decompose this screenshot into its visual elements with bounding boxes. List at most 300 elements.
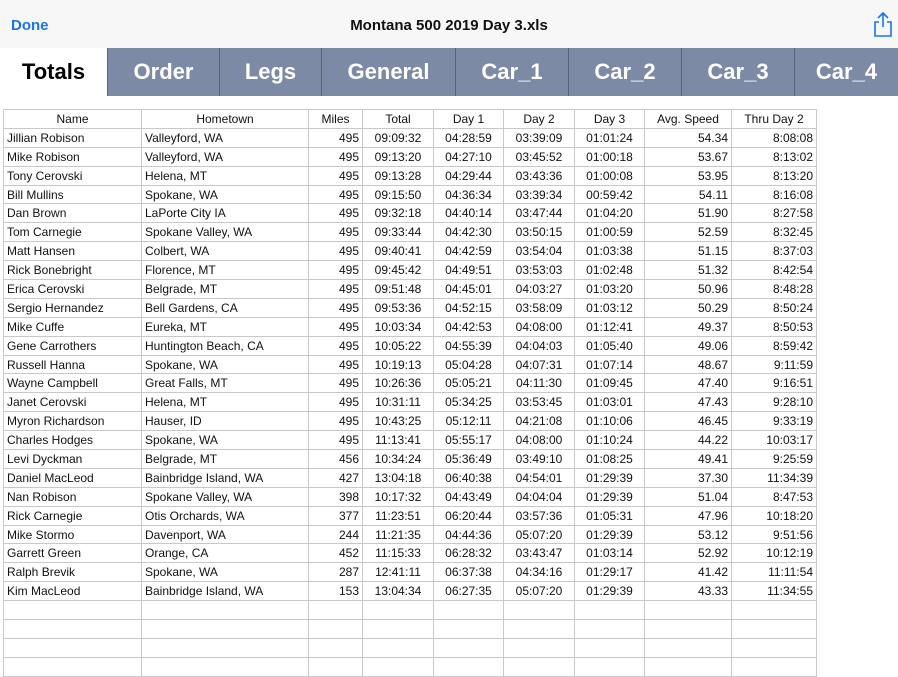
table-cell[interactable]: 495 (309, 204, 363, 223)
table-cell[interactable]: 53.67 (645, 147, 732, 166)
table-cell[interactable]: Janet Cerovski (4, 393, 142, 412)
table-row[interactable] (4, 261, 817, 280)
tab-legs[interactable]: Legs (219, 48, 321, 96)
table-cell[interactable]: 8:50:53 (732, 317, 817, 336)
table-cell[interactable]: 9:33:19 (732, 412, 817, 431)
table-cell[interactable]: 01:10:06 (575, 412, 645, 431)
table-cell[interactable]: 13:04:34 (363, 582, 434, 601)
table-cell[interactable]: 456 (309, 450, 363, 469)
table-cell[interactable]: 11:15:33 (363, 544, 434, 563)
table-row[interactable] (4, 582, 817, 601)
table-cell[interactable]: Helena, MT (142, 166, 309, 185)
table-cell[interactable]: 46.45 (645, 412, 732, 431)
table-cell[interactable]: 10:05:22 (363, 336, 434, 355)
table-row[interactable] (4, 487, 817, 506)
table-cell[interactable]: 52.92 (645, 544, 732, 563)
tab-car-2[interactable]: Car_2 (568, 48, 681, 96)
empty-cell[interactable] (363, 601, 434, 620)
table-cell[interactable]: 47.96 (645, 506, 732, 525)
table-cell[interactable]: Sergio Hernandez (4, 298, 142, 317)
table-cell[interactable]: 04:04:03 (504, 336, 575, 355)
table-cell[interactable]: 03:53:45 (504, 393, 575, 412)
table-cell[interactable]: 01:05:40 (575, 336, 645, 355)
tab-order[interactable]: Order (107, 48, 219, 96)
table-cell[interactable]: Spokane, WA (142, 185, 309, 204)
table-cell[interactable]: 8:16:08 (732, 185, 817, 204)
table-cell[interactable]: 47.43 (645, 393, 732, 412)
table-row[interactable] (4, 336, 817, 355)
table-cell[interactable]: 01:29:17 (575, 563, 645, 582)
table-cell[interactable]: 10:12:19 (732, 544, 817, 563)
table-cell[interactable]: 495 (309, 393, 363, 412)
table-cell[interactable]: 04:11:30 (504, 374, 575, 393)
table-cell[interactable]: 05:34:25 (434, 393, 504, 412)
table-cell[interactable]: 03:50:15 (504, 223, 575, 242)
table-cell[interactable]: 01:10:24 (575, 431, 645, 450)
table-cell[interactable]: 01:07:14 (575, 355, 645, 374)
table-cell[interactable]: 10:03:34 (363, 317, 434, 336)
empty-cell[interactable] (4, 601, 142, 620)
table-cell[interactable]: 05:12:11 (434, 412, 504, 431)
table-cell[interactable]: 01:08:25 (575, 450, 645, 469)
table-cell[interactable]: 51.90 (645, 204, 732, 223)
table-cell[interactable]: 05:04:28 (434, 355, 504, 374)
table-cell[interactable]: 01:29:39 (575, 487, 645, 506)
column-header[interactable]: Avg. Speed (645, 110, 732, 129)
table-cell[interactable]: Hauser, ID (142, 412, 309, 431)
table-cell[interactable]: 04:52:15 (434, 298, 504, 317)
table-cell[interactable]: 05:07:20 (504, 525, 575, 544)
empty-cell[interactable] (434, 638, 504, 657)
table-cell[interactable]: Colbert, WA (142, 242, 309, 261)
table-cell[interactable]: 05:07:20 (504, 582, 575, 601)
table-cell[interactable]: Florence, MT (142, 261, 309, 280)
table-cell[interactable]: 03:43:36 (504, 166, 575, 185)
table-cell[interactable]: Mike Robison (4, 147, 142, 166)
empty-cell[interactable] (142, 657, 309, 676)
table-cell[interactable]: 01:29:39 (575, 468, 645, 487)
empty-cell[interactable] (575, 657, 645, 676)
table-cell[interactable]: 495 (309, 242, 363, 261)
table-cell[interactable]: 50.29 (645, 298, 732, 317)
table-cell[interactable]: 09:40:41 (363, 242, 434, 261)
table-cell[interactable]: 52.59 (645, 223, 732, 242)
table-cell[interactable]: 44.22 (645, 431, 732, 450)
table-cell[interactable]: 495 (309, 317, 363, 336)
table-cell[interactable]: Levi Dyckman (4, 450, 142, 469)
table-cell[interactable]: 04:27:10 (434, 147, 504, 166)
table-cell[interactable]: Tom Carnegie (4, 223, 142, 242)
table-cell[interactable]: 09:33:44 (363, 223, 434, 242)
table-cell[interactable]: 47.40 (645, 374, 732, 393)
table-cell[interactable]: 03:53:03 (504, 261, 575, 280)
table-row[interactable] (4, 450, 817, 469)
empty-row[interactable] (4, 657, 817, 676)
table-row[interactable] (4, 544, 817, 563)
table-cell[interactable]: 11:21:35 (363, 525, 434, 544)
table-cell[interactable]: 03:43:47 (504, 544, 575, 563)
empty-cell[interactable] (504, 620, 575, 639)
table-cell[interactable]: 01:00:08 (575, 166, 645, 185)
table-cell[interactable]: 10:26:36 (363, 374, 434, 393)
empty-cell[interactable] (434, 601, 504, 620)
table-cell[interactable]: 495 (309, 336, 363, 355)
table-cell[interactable]: 49.41 (645, 450, 732, 469)
table-row[interactable] (4, 468, 817, 487)
table-cell[interactable]: 01:12:41 (575, 317, 645, 336)
table-row[interactable] (4, 374, 817, 393)
table-row[interactable] (4, 147, 817, 166)
table-cell[interactable]: 09:32:18 (363, 204, 434, 223)
table-cell[interactable]: 09:15:50 (363, 185, 434, 204)
column-header[interactable]: Total (363, 110, 434, 129)
table-cell[interactable]: 09:45:42 (363, 261, 434, 280)
table-cell[interactable]: Valleyford, WA (142, 147, 309, 166)
table-cell[interactable]: 04:28:59 (434, 128, 504, 147)
table-cell[interactable]: 01:09:45 (575, 374, 645, 393)
empty-cell[interactable] (645, 657, 732, 676)
share-icon[interactable] (873, 12, 893, 38)
table-row[interactable] (4, 280, 817, 299)
table-row[interactable] (4, 204, 817, 223)
empty-cell[interactable] (645, 638, 732, 657)
table-cell[interactable]: 10:31:11 (363, 393, 434, 412)
table-cell[interactable]: 04:45:01 (434, 280, 504, 299)
empty-cell[interactable] (575, 601, 645, 620)
table-row[interactable] (4, 242, 817, 261)
table-row[interactable] (4, 298, 817, 317)
table-cell[interactable]: 9:51:56 (732, 525, 817, 544)
table-cell[interactable]: 03:54:04 (504, 242, 575, 261)
empty-cell[interactable] (645, 601, 732, 620)
table-cell[interactable]: 04:42:59 (434, 242, 504, 261)
table-cell[interactable]: 8:37:03 (732, 242, 817, 261)
table-cell[interactable]: 01:03:01 (575, 393, 645, 412)
table-cell[interactable]: 04:55:39 (434, 336, 504, 355)
empty-row[interactable] (4, 601, 817, 620)
column-header[interactable]: Hometown (142, 110, 309, 129)
empty-cell[interactable] (4, 657, 142, 676)
empty-cell[interactable] (575, 638, 645, 657)
empty-cell[interactable] (142, 638, 309, 657)
table-cell[interactable]: 153 (309, 582, 363, 601)
table-cell[interactable]: 8:32:45 (732, 223, 817, 242)
table-cell[interactable]: 8:50:24 (732, 298, 817, 317)
table-cell[interactable]: 8:08:08 (732, 128, 817, 147)
table-cell[interactable]: 9:25:59 (732, 450, 817, 469)
empty-cell[interactable] (732, 638, 817, 657)
table-cell[interactable]: 53.95 (645, 166, 732, 185)
table-cell[interactable]: 10:19:13 (363, 355, 434, 374)
table-cell[interactable]: Great Falls, MT (142, 374, 309, 393)
table-cell[interactable]: 03:49:10 (504, 450, 575, 469)
table-cell[interactable]: 495 (309, 147, 363, 166)
table-cell[interactable]: 48.67 (645, 355, 732, 374)
table-cell[interactable]: 04:08:00 (504, 431, 575, 450)
table-row[interactable] (4, 166, 817, 185)
table-cell[interactable]: 01:02:48 (575, 261, 645, 280)
table-cell[interactable]: 04:43:49 (434, 487, 504, 506)
table-cell[interactable]: Bainbridge Island, WA (142, 582, 309, 601)
table-cell[interactable]: 04:08:00 (504, 317, 575, 336)
table-cell[interactable]: 01:05:31 (575, 506, 645, 525)
table-cell[interactable]: 01:00:59 (575, 223, 645, 242)
table-cell[interactable]: 495 (309, 280, 363, 299)
spreadsheet[interactable] (3, 109, 817, 677)
empty-cell[interactable] (142, 601, 309, 620)
empty-cell[interactable] (4, 638, 142, 657)
table-cell[interactable]: Russell Hanna (4, 355, 142, 374)
table-cell[interactable]: Jillian Robison (4, 128, 142, 147)
empty-cell[interactable] (732, 601, 817, 620)
table-cell[interactable]: 49.06 (645, 336, 732, 355)
table-cell[interactable]: 04:42:53 (434, 317, 504, 336)
table-cell[interactable]: 244 (309, 525, 363, 544)
table-cell[interactable]: 06:40:38 (434, 468, 504, 487)
table-cell[interactable]: 01:04:20 (575, 204, 645, 223)
tab-car-3[interactable]: Car_3 (681, 48, 794, 96)
table-cell[interactable]: 03:39:34 (504, 185, 575, 204)
table-cell[interactable]: Valleyford, WA (142, 128, 309, 147)
empty-cell[interactable] (434, 657, 504, 676)
table-cell[interactable]: 10:43:25 (363, 412, 434, 431)
table-cell[interactable]: 495 (309, 166, 363, 185)
table-cell[interactable]: Kim MacLeod (4, 582, 142, 601)
table-cell[interactable]: 8:59:42 (732, 336, 817, 355)
table-cell[interactable]: 01:03:20 (575, 280, 645, 299)
table-cell[interactable]: Mike Stormo (4, 525, 142, 544)
table-cell[interactable]: Myron Richardson (4, 412, 142, 431)
table-row[interactable] (4, 431, 817, 450)
table-cell[interactable]: LaPorte City IA (142, 204, 309, 223)
table-cell[interactable]: 54.34 (645, 128, 732, 147)
empty-cell[interactable] (142, 620, 309, 639)
table-cell[interactable]: Dan Brown (4, 204, 142, 223)
table-cell[interactable]: Bainbridge Island, WA (142, 468, 309, 487)
table-cell[interactable]: 9:28:10 (732, 393, 817, 412)
empty-row[interactable] (4, 620, 817, 639)
table-cell[interactable]: 8:13:02 (732, 147, 817, 166)
table-cell[interactable]: 03:45:52 (504, 147, 575, 166)
table-cell[interactable]: 01:29:39 (575, 525, 645, 544)
table-cell[interactable]: 03:57:36 (504, 506, 575, 525)
tab-general[interactable]: General (321, 48, 455, 96)
table-cell[interactable]: Helena, MT (142, 393, 309, 412)
table-cell[interactable]: 03:39:09 (504, 128, 575, 147)
table-cell[interactable]: Rick Bonebright (4, 261, 142, 280)
table-cell[interactable]: Otis Orchards, WA (142, 506, 309, 525)
column-header[interactable]: Thru Day 2 (732, 110, 817, 129)
table-cell[interactable]: 495 (309, 355, 363, 374)
empty-cell[interactable] (309, 620, 363, 639)
table-cell[interactable]: Daniel MacLeod (4, 468, 142, 487)
table-cell[interactable]: Nan Robison (4, 487, 142, 506)
column-header[interactable]: Day 1 (434, 110, 504, 129)
table-cell[interactable]: 43.33 (645, 582, 732, 601)
table-row[interactable] (4, 355, 817, 374)
table-cell[interactable]: 04:07:31 (504, 355, 575, 374)
table-cell[interactable]: Bill Mullins (4, 185, 142, 204)
table-cell[interactable]: Gene Carrothers (4, 336, 142, 355)
table-cell[interactable]: 51.04 (645, 487, 732, 506)
table-cell[interactable]: Spokane Valley, WA (142, 223, 309, 242)
table-cell[interactable]: 11:23:51 (363, 506, 434, 525)
table-cell[interactable]: 04:04:04 (504, 487, 575, 506)
empty-cell[interactable] (309, 638, 363, 657)
table-cell[interactable]: Spokane, WA (142, 563, 309, 582)
table-cell[interactable]: 8:47:53 (732, 487, 817, 506)
column-header[interactable]: Day 3 (575, 110, 645, 129)
empty-cell[interactable] (434, 620, 504, 639)
table-cell[interactable]: 495 (309, 412, 363, 431)
table-cell[interactable]: 8:27:58 (732, 204, 817, 223)
table-cell[interactable]: 04:44:36 (434, 525, 504, 544)
empty-cell[interactable] (504, 601, 575, 620)
table-cell[interactable]: Spokane, WA (142, 355, 309, 374)
tab-totals[interactable]: Totals (0, 48, 107, 96)
empty-cell[interactable] (309, 657, 363, 676)
table-cell[interactable]: Mike Cuffe (4, 317, 142, 336)
table-cell[interactable]: Ralph Brevik (4, 563, 142, 582)
table-cell[interactable]: 11:34:39 (732, 468, 817, 487)
table-row[interactable] (4, 317, 817, 336)
table-cell[interactable]: 09:13:20 (363, 147, 434, 166)
table-cell[interactable]: Tony Cerovski (4, 166, 142, 185)
table-cell[interactable]: Bell Gardens, CA (142, 298, 309, 317)
empty-cell[interactable] (732, 657, 817, 676)
table-cell[interactable]: 37.30 (645, 468, 732, 487)
table-row[interactable] (4, 393, 817, 412)
table-cell[interactable]: 01:03:38 (575, 242, 645, 261)
table-cell[interactable]: 10:34:24 (363, 450, 434, 469)
table-cell[interactable]: Huntington Beach, CA (142, 336, 309, 355)
done-button[interactable]: Done (11, 17, 49, 34)
table-cell[interactable]: 10:18:20 (732, 506, 817, 525)
empty-cell[interactable] (645, 620, 732, 639)
table-cell[interactable]: Wayne Campbell (4, 374, 142, 393)
table-cell[interactable]: 01:03:14 (575, 544, 645, 563)
table-cell[interactable]: 398 (309, 487, 363, 506)
table-cell[interactable]: 495 (309, 431, 363, 450)
table-row[interactable] (4, 506, 817, 525)
table-cell[interactable]: 06:37:38 (434, 563, 504, 582)
table-cell[interactable]: 06:20:44 (434, 506, 504, 525)
table-cell[interactable]: Spokane, WA (142, 431, 309, 450)
table-cell[interactable]: Davenport, WA (142, 525, 309, 544)
empty-row[interactable] (4, 638, 817, 657)
table-cell[interactable]: 51.32 (645, 261, 732, 280)
table-cell[interactable]: 495 (309, 185, 363, 204)
table-cell[interactable]: Belgrade, MT (142, 450, 309, 469)
table-cell[interactable]: 04:36:34 (434, 185, 504, 204)
table-cell[interactable]: 04:21:08 (504, 412, 575, 431)
table-row[interactable] (4, 563, 817, 582)
table-row[interactable] (4, 185, 817, 204)
table-cell[interactable]: 09:51:48 (363, 280, 434, 299)
table-cell[interactable]: 04:29:44 (434, 166, 504, 185)
table-cell[interactable]: Orange, CA (142, 544, 309, 563)
table-cell[interactable]: 06:28:32 (434, 544, 504, 563)
table-cell[interactable]: 49.37 (645, 317, 732, 336)
table-cell[interactable]: 10:17:32 (363, 487, 434, 506)
table-cell[interactable]: 04:03:27 (504, 280, 575, 299)
table-cell[interactable]: 01:01:24 (575, 128, 645, 147)
table-cell[interactable]: Matt Hansen (4, 242, 142, 261)
table-cell[interactable]: 05:05:21 (434, 374, 504, 393)
table-cell[interactable]: 495 (309, 223, 363, 242)
table-cell[interactable]: 8:48:28 (732, 280, 817, 299)
table-cell[interactable]: 03:47:44 (504, 204, 575, 223)
table-cell[interactable]: 04:54:01 (504, 468, 575, 487)
table-row[interactable] (4, 128, 817, 147)
table-cell[interactable]: 8:13:20 (732, 166, 817, 185)
table-cell[interactable]: Spokane Valley, WA (142, 487, 309, 506)
table-cell[interactable]: 04:34:16 (504, 563, 575, 582)
table-cell[interactable]: Garrett Green (4, 544, 142, 563)
table-cell[interactable]: 04:49:51 (434, 261, 504, 280)
empty-cell[interactable] (504, 657, 575, 676)
table-cell[interactable]: 03:58:09 (504, 298, 575, 317)
table-cell[interactable]: 06:27:35 (434, 582, 504, 601)
table-cell[interactable]: 11:34:55 (732, 582, 817, 601)
table-cell[interactable]: 13:04:18 (363, 468, 434, 487)
table-cell[interactable]: 04:40:14 (434, 204, 504, 223)
empty-cell[interactable] (309, 601, 363, 620)
table-cell[interactable]: 01:29:39 (575, 582, 645, 601)
table-cell[interactable]: 53.12 (645, 525, 732, 544)
table-cell[interactable]: 00:59:42 (575, 185, 645, 204)
table-cell[interactable]: 495 (309, 298, 363, 317)
table-cell[interactable]: 11:11:54 (732, 563, 817, 582)
table-cell[interactable]: Belgrade, MT (142, 280, 309, 299)
tab-car-1[interactable]: Car_1 (455, 48, 568, 96)
table-cell[interactable]: Eureka, MT (142, 317, 309, 336)
table-row[interactable] (4, 412, 817, 431)
table-cell[interactable]: 495 (309, 374, 363, 393)
empty-cell[interactable] (575, 620, 645, 639)
table-cell[interactable]: 9:16:51 (732, 374, 817, 393)
table-row[interactable] (4, 223, 817, 242)
table-cell[interactable]: 10:03:17 (732, 431, 817, 450)
table-cell[interactable]: 9:11:59 (732, 355, 817, 374)
empty-cell[interactable] (363, 620, 434, 639)
column-header[interactable]: Miles (309, 110, 363, 129)
table-cell[interactable]: 495 (309, 261, 363, 280)
table-cell[interactable]: 427 (309, 468, 363, 487)
table-cell[interactable]: 11:13:41 (363, 431, 434, 450)
tab-car-4[interactable]: Car_4 (794, 48, 898, 96)
table-cell[interactable]: 54.11 (645, 185, 732, 204)
empty-cell[interactable] (363, 638, 434, 657)
empty-cell[interactable] (4, 620, 142, 639)
table-cell[interactable]: 04:42:30 (434, 223, 504, 242)
table-cell[interactable]: 287 (309, 563, 363, 582)
table-cell[interactable]: 05:55:17 (434, 431, 504, 450)
table-cell[interactable]: 09:09:32 (363, 128, 434, 147)
empty-cell[interactable] (363, 657, 434, 676)
table-row[interactable] (4, 525, 817, 544)
table-cell[interactable]: Charles Hodges (4, 431, 142, 450)
table-cell[interactable]: 495 (309, 128, 363, 147)
empty-cell[interactable] (732, 620, 817, 639)
table-cell[interactable]: 452 (309, 544, 363, 563)
table-cell[interactable]: 41.42 (645, 563, 732, 582)
table-cell[interactable]: 12:41:11 (363, 563, 434, 582)
table-cell[interactable]: Rick Carnegie (4, 506, 142, 525)
table-cell[interactable]: 05:36:49 (434, 450, 504, 469)
table-cell[interactable]: 01:00:18 (575, 147, 645, 166)
table-cell[interactable]: 09:53:36 (363, 298, 434, 317)
